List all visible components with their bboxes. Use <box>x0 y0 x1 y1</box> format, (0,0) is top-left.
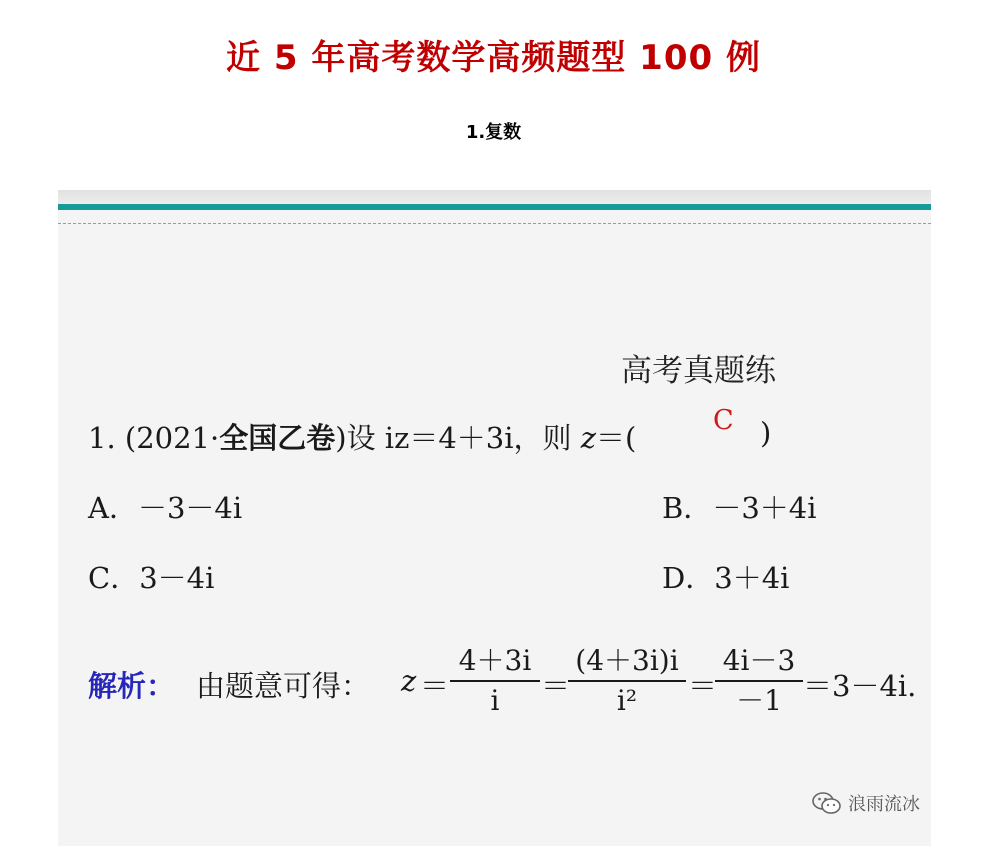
solution-eq-2: ＝ <box>541 669 571 703</box>
option-text: －3＋4i <box>712 491 817 525</box>
solution-fraction-2 <box>568 644 686 718</box>
option-text: 3＋4i <box>714 561 790 595</box>
solution-eq-3: ＝ <box>688 669 718 703</box>
fraction-numerator: 4＋3i <box>458 644 532 677</box>
option-letter: C． <box>88 561 140 595</box>
option-letter: D． <box>662 561 715 595</box>
fraction-numerator: (4＋3i)i <box>575 644 679 677</box>
question-close-paren: ) <box>760 416 772 450</box>
question-ask-tail: ＝( <box>596 421 637 455</box>
fraction-bar <box>715 680 803 682</box>
question-eq-lhs: iz <box>384 421 410 455</box>
fraction-denominator: －1 <box>736 684 782 717</box>
question-source-name: 全国乙卷 <box>219 421 336 455</box>
option-text: 3－4i <box>139 561 215 595</box>
question-eq-rhs: ＝4＋3i，则 <box>409 421 581 455</box>
question-source-close: ) <box>335 421 347 455</box>
wechat-icon <box>812 791 842 820</box>
question-number: 1. <box>88 421 116 455</box>
fraction-denominator: i² <box>616 684 638 717</box>
option-c <box>88 556 214 597</box>
watermark <box>812 790 920 820</box>
option-b <box>662 486 817 527</box>
solution-result: ＝3－4i. <box>803 669 917 703</box>
question-source-open: (2021· <box>124 421 220 455</box>
practice-label: 高考真题练 <box>621 353 776 389</box>
solution-fraction-3 <box>715 644 803 718</box>
slide-dashed-rule <box>58 223 931 224</box>
question-ask-var: z <box>580 421 597 455</box>
solution-lead: 由题意可得： <box>196 669 371 703</box>
slide-top-band <box>58 190 931 204</box>
option-text: －3－4i <box>137 491 243 525</box>
fraction-bar <box>568 680 686 682</box>
fraction-numerator: 4i－3 <box>722 644 796 677</box>
option-d <box>662 556 789 597</box>
option-a <box>88 486 242 527</box>
section-title: 1.复数 <box>465 122 522 143</box>
option-letter: B． <box>662 491 713 525</box>
solution-eq-1: ＝ <box>420 669 450 703</box>
question-stem <box>88 416 636 457</box>
question-stem-prefix: 设 <box>346 421 385 455</box>
answer-mark: C <box>713 405 734 436</box>
option-letter: A． <box>88 491 138 525</box>
solution-fraction-1 <box>450 644 540 718</box>
solution-var: z <box>401 664 417 698</box>
fraction-bar <box>450 680 540 682</box>
slide-image <box>58 190 931 846</box>
page-title: 近 5 年高考数学高频题型 100 例 <box>226 38 761 78</box>
solution-label: 解析： <box>88 669 176 703</box>
slide-teal-rule <box>58 204 931 210</box>
fraction-denominator: i <box>490 684 500 717</box>
watermark-text: 浪雨流冰 <box>848 794 920 815</box>
